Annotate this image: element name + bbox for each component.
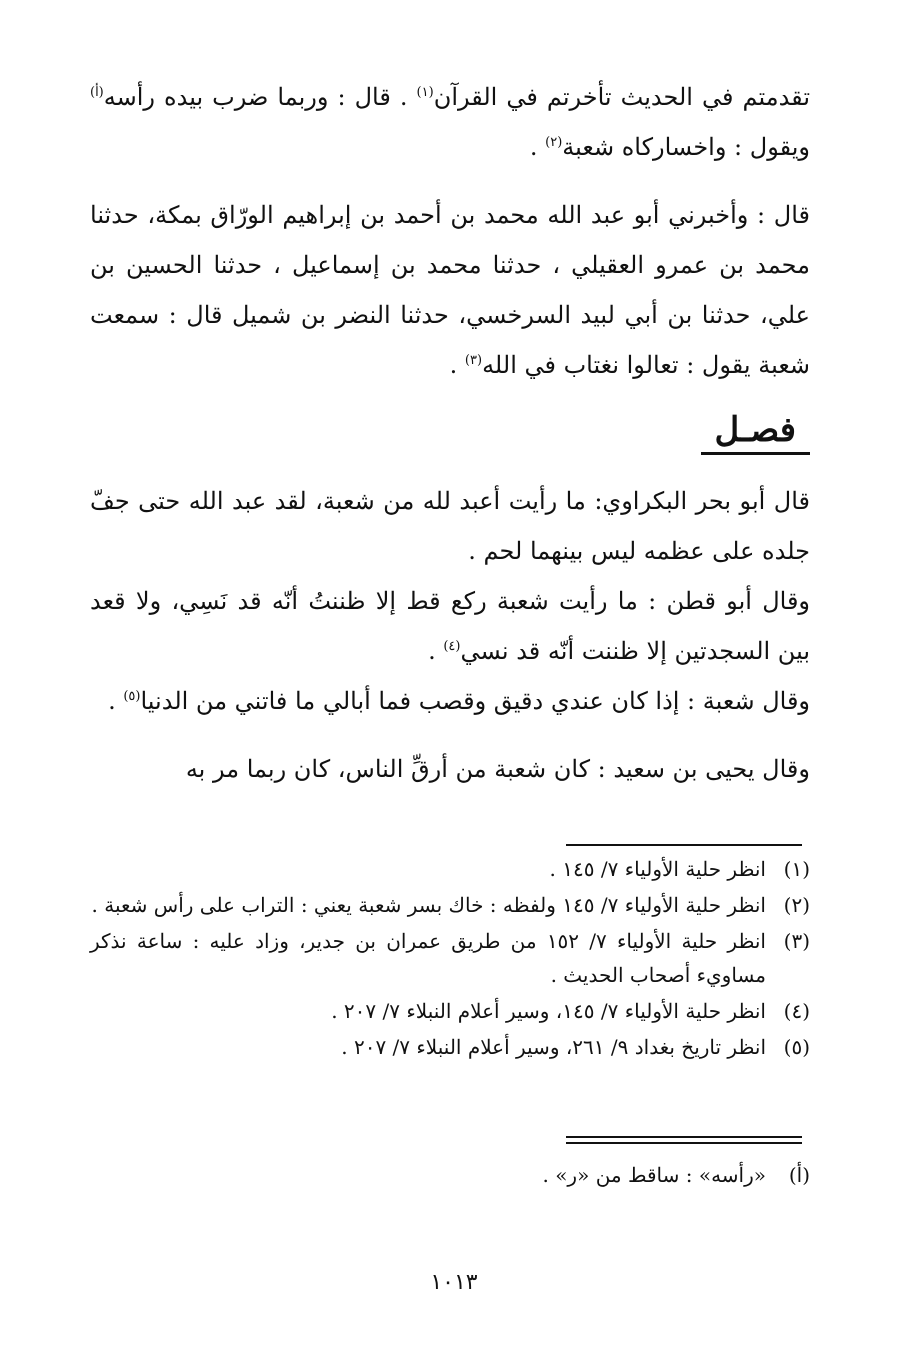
variant-ref: (أ) [90,85,104,100]
paragraph [90,576,810,676]
variant-notes [90,1158,810,1194]
footnote [90,888,810,922]
paragraph-text: ويقول : واخساركاه شعبة [562,133,810,161]
footnote [90,924,810,992]
paragraph-text: قال : وأخبرني أبو عبد الله محمد بن أحمد بن إبراهيم الورّاق بمكة، حدثنا محمد بن عمرو العقيلي ، حدثنا محمد بن إسماعيل ، حدثنا الحسين بن علي، حدثنا بن أبي لبيد السرخسي، حدثنا النضر بن شميل قال : سمعت شعبة يقول : تعالوا نغتاب في الله [90,201,810,379]
footnote-ref: (٤) [443,639,461,654]
variant-note [90,1158,810,1192]
paragraph-text: قال أبو بحر البكراوي: ما رأيت أعبد لله من شعبة، لقد عبد الله حتى جفّ جلده على عظمه ليس بينهما لحم . [90,487,810,565]
paragraph [90,676,810,726]
footnote-ref: (٣) [464,353,483,368]
paragraph-text: وقال شعبة : إذا كان عندي دقيق وقصب فما أبالي ما فاتني من الدنيا [140,687,810,715]
footnote [90,994,810,1028]
paragraph-text: وقال أبو قطن : ما رأيت شعبة ركع قط إلا ظننتُ أنّه قد نَسِي، ولا قعد بين السجدتين إلا ظننت أنّه قد نسي [90,587,810,665]
paragraph-text: . [529,133,546,161]
footnote-number: (٣) [783,929,810,953]
footnote-text: انظر حلية الأولياء ٧/ ١٥٢ من طريق عمران بن جدير، وزاد عليه : ساعة نذكر مساويء أصحاب الحديث . [90,929,766,987]
paragraph [90,72,810,172]
footnote-number: (٢) [783,893,810,917]
footnote-divider [566,844,802,846]
paragraph-text: وقال يحيى بن سعيد : كان شعبة من أرقِّ الناس، كان ربما مر به [185,755,810,783]
main-text [90,72,810,794]
footnote-ref: (١) [416,85,434,100]
paragraph [90,190,810,390]
footnote-text: انظر تاريخ بغداد ٩/ ٢٦١، وسير أعلام النبلاء ٧/ ٢٠٧ . [341,1035,766,1059]
footnotes [90,852,810,1066]
variants-divider [566,1136,802,1144]
paragraph-text: تقدمتم في الحديث تأخرتم في القرآن [433,83,810,111]
paragraph-text: . [108,687,124,715]
paragraph [90,744,810,794]
footnote-ref: (٥) [123,689,141,704]
variant-number: (أ) [788,1163,810,1187]
page-number: ١٠١٣ [430,1270,478,1295]
variant-text: «رأسه» : ساقط من «ر» . [542,1163,766,1187]
footnote-text: انظر حلية الأولياء ٧/ ١٤٥، وسير أعلام النبلاء ٧/ ٢٠٧ . [331,999,766,1023]
footnote [90,1030,810,1064]
paragraph-text: . [428,637,444,665]
paragraph-text: . [449,351,465,379]
footnote-number: (٥) [783,1035,810,1059]
footnote [90,852,810,886]
footnote-number: (٤) [783,999,810,1023]
section-heading [90,404,810,456]
footnote-ref: (٢) [545,135,563,150]
footnote-text: انظر حلية الأولياء ٧/ ١٤٥ ولفظه : خاك بسر شعبة يعني : التراب على رأس شعبة . [91,893,766,917]
paragraph [90,476,810,576]
section-heading-text: فصـل [701,410,810,455]
footnote-text: انظر حلية الأولياء ٧/ ١٤٥ . [549,857,766,881]
footnote-number: (١) [783,857,810,881]
paragraph-text: . قال : وربما ضرب بيده رأسه [103,83,417,111]
